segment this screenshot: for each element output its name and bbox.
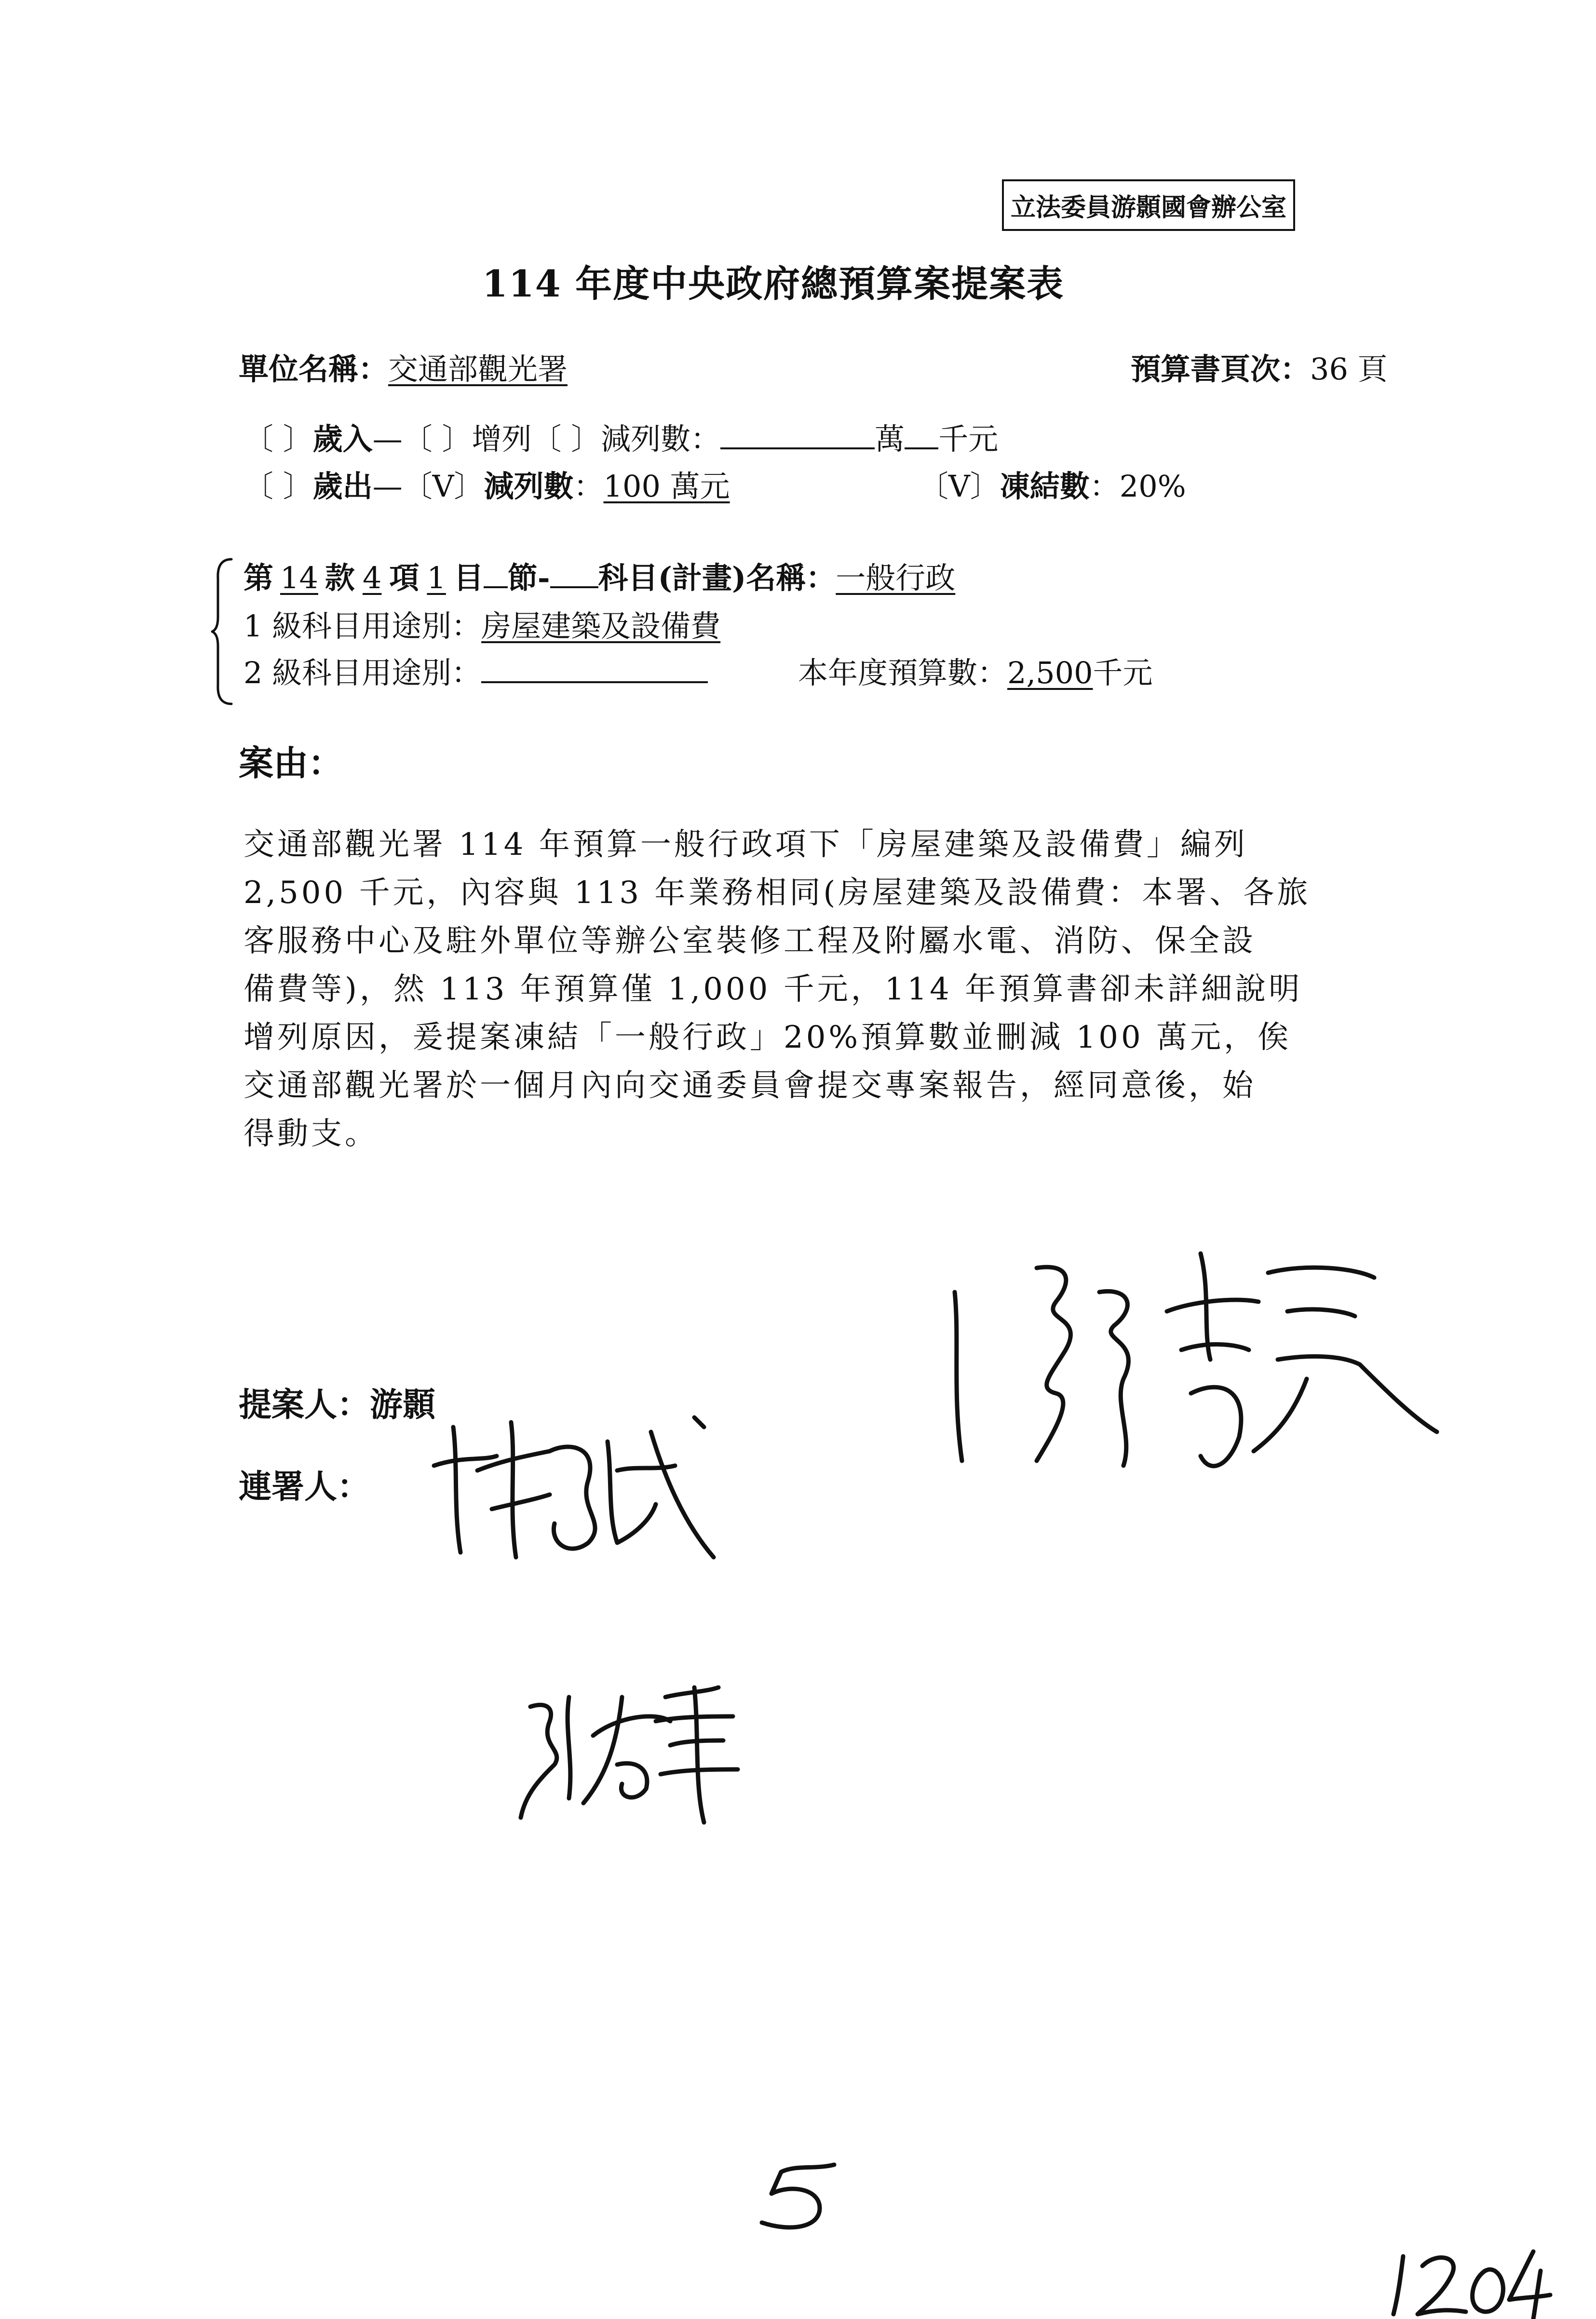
item-di: 第 xyxy=(243,560,274,595)
level1-value: 房屋建築及設備費 xyxy=(481,608,721,644)
reason-line: 交通部觀光署 114 年預算一般行政項下「房屋建築及設備費」編列 xyxy=(243,827,1248,863)
item-brace xyxy=(212,559,241,704)
unit-row xyxy=(239,351,568,387)
item-line xyxy=(243,560,970,595)
page-mark-5 xyxy=(752,2150,849,2237)
reason-line: 得動支。 xyxy=(243,1116,379,1152)
reason-line: 增列原因，爰提案凍結「一般行政」20%預算數並刪減 100 萬元，俟 xyxy=(243,1020,1292,1055)
revenue-qianyuan: 千元 xyxy=(938,421,999,457)
cosigner-row xyxy=(239,1461,370,1508)
expenditure-bracket: 〔 〕 xyxy=(243,469,313,504)
item-jie: 節- xyxy=(507,560,550,595)
unit-label: 單位名稱： xyxy=(239,351,389,387)
freeze-line xyxy=(919,469,1186,504)
reason-line: 客服務中心及駐外單位等辦公室裝修工程及附屬水電、消防、保全設 xyxy=(243,923,1256,959)
cosigner-label: 連署人： xyxy=(239,1468,370,1506)
revenue-bracket: 〔 〕 xyxy=(243,421,313,457)
item-xiang: 項 xyxy=(389,560,419,595)
revenue-line xyxy=(243,421,999,457)
budget-amount-unit: 千元 xyxy=(1093,655,1153,690)
subject-value: 一般行政 xyxy=(836,560,956,595)
reason-line: 2,500 千元，內容與 113 年業務相同(房屋建築及設備費：本署、各旅 xyxy=(243,875,1311,911)
jie-blank xyxy=(550,586,598,588)
kuan-number: 14 xyxy=(280,560,318,595)
cosigner-signature xyxy=(424,1398,723,1572)
mu-number: 1 xyxy=(427,560,446,595)
revenue-qian-blank xyxy=(905,447,938,449)
budget-page-row xyxy=(1131,351,1388,387)
revenue-dash: — xyxy=(372,421,403,457)
reason-heading: 案由： xyxy=(239,742,343,783)
expenditure-dash: — xyxy=(372,469,403,504)
freeze-label: 凍結數 xyxy=(1000,469,1090,504)
reason-line: 交通部觀光署於一個月內向交通委員會提交專案報告，經同意後，始 xyxy=(243,1068,1256,1104)
cut-colon: ： xyxy=(573,469,604,504)
budget-page-value: 36 頁 xyxy=(1310,351,1388,387)
budget-amount-value: 2,500 xyxy=(1007,655,1093,690)
cut-mark: 〔V〕 xyxy=(402,469,484,504)
office-stamp-text: 立法委員游顥國會辦公室 xyxy=(1011,193,1287,222)
budget-amount-label: 本年度預算數： xyxy=(798,655,1008,690)
revenue-label: 歲入 xyxy=(312,421,373,457)
proposer-label: 提案人： xyxy=(239,1386,370,1424)
cosigner-signature-2 xyxy=(511,1678,743,1832)
revenue-wan: 萬 xyxy=(875,421,905,457)
proposer-row xyxy=(239,1379,435,1426)
revenue-increase: 〔 〕增列 xyxy=(402,421,532,457)
expenditure-line xyxy=(243,469,730,504)
xiang-number: 4 xyxy=(362,560,382,595)
item-mu: 目 xyxy=(453,560,484,595)
unit-value: 交通部觀光署 xyxy=(388,351,568,387)
level2-label: 2 級科目用途別： xyxy=(243,655,482,690)
mu-jie-blank xyxy=(484,586,508,588)
level2-blank xyxy=(481,681,708,683)
revenue-amount-blank xyxy=(720,447,875,449)
freeze-value: ：20% xyxy=(1089,469,1186,504)
reason-line: 備費等)，然 113 年預算僅 1,000 千元，114 年預算書卻未詳細說明 xyxy=(243,971,1303,1007)
item-kuan: 款 xyxy=(325,560,355,595)
proposer-signature xyxy=(940,1234,1471,1504)
level1-label: 1 級科目用途別： xyxy=(243,608,482,644)
page-title: 114 年度中央政府總預算案提案表 xyxy=(482,262,1065,305)
office-stamp xyxy=(1002,179,1295,231)
subject-label: 科目(計畫)名稱： xyxy=(598,560,836,595)
cut-label: 減列數 xyxy=(484,469,574,504)
budget-amount-line xyxy=(798,655,1153,690)
revenue-decrease: 〔 〕減列數： xyxy=(531,421,721,457)
doc-number-1204 xyxy=(1389,2242,1553,2319)
level1-line xyxy=(243,608,721,644)
level2-line xyxy=(243,655,708,690)
budget-page-label: 預算書頁次： xyxy=(1131,351,1311,387)
proposer-name: 游顥 xyxy=(370,1386,436,1424)
expenditure-label: 歲出 xyxy=(312,469,373,504)
freeze-mark: 〔V〕 xyxy=(919,469,1000,504)
cut-value: 100 萬元 xyxy=(603,469,730,504)
